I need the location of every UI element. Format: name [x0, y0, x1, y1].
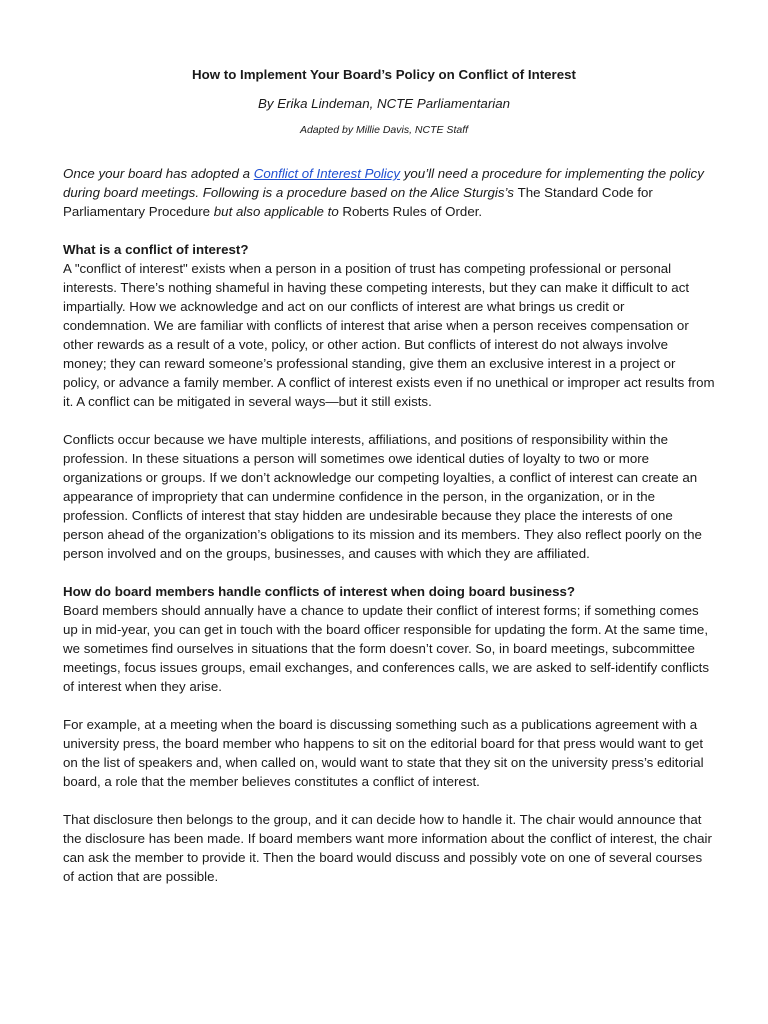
section-2-paragraph-2: For example, at a meeting when the board is discussing something such as a publications agreement with a university press, the board member who happens to sit on the editorial board for that press would want to get on the list of speakers and, when called on, would want to state that they sit on the university press’s editorial board, a role that the member believes constitutes a conflict of interest.: [63, 717, 704, 789]
intro-book-title-1: The Standard Code for Parliamentary Procedure: [63, 185, 653, 219]
author-byline: By Erika Lindeman, NCTE Parliamentarian: [257, 96, 510, 111]
section-2-paragraph-1: [63, 582, 715, 696]
section-2-text-1: Board members should annually have a chance to update their conflict of interest forms; if something comes up in mid-year, you can get in touch with the board officer responsible for updating the form. At the same time, we sometimes find ourselves in situations that the form doesn’t cover. So, in board meetings, subcommittee meetings, focus issues groups, email exchanges, and conferences calls, we are asked to self-identify conflicts of interest when they arise.: [63, 603, 709, 694]
intro-book-title-2: Roberts Rules of Order.: [342, 204, 483, 219]
intro-text-3: but also applicable to: [213, 204, 343, 219]
section-1-text-1: A "conflict of interest" exists when a person in a position of trust has competing professional or personal interests. There’s nothing shameful in having these competing interests, but they can make it difficult to act impartially. How we acknowledge and act on our conflicts of interest are what brings us credit or condemnation. We are familiar with conflicts of interest that arise when a person receives compensation or other rewards as a result of a vote, policy, or other action. But conflicts of interest do not always involve money; they can reward someone’s professional standing, give them an exclusive interest in a project or policy, or advance a family member. A conflict of interest exists even if no unethical or improper act results from it. A conflict can be mitigated in several ways—but it still exists.: [63, 261, 715, 409]
intro-text-1: Once your board has adopted a: [63, 166, 254, 181]
document-header: [0, 66, 768, 138]
intro-paragraph: [63, 164, 715, 221]
section-2-heading: How do board members handle conflicts of interest when doing board business?: [63, 584, 575, 599]
document-body: [63, 164, 715, 905]
document-title: How to Implement Your Board’s Policy on Conflict of Interest: [192, 67, 576, 82]
adapted-by-line: Adapted by Millie Davis, NCTE Staff: [299, 124, 469, 136]
intro-text-2: you’ll need a procedure for implementing the policy during board meetings. Following is a procedure based on the Alice Sturgis’s: [63, 166, 704, 200]
section-1-paragraph-1: [63, 240, 715, 411]
section-1-paragraph-2: Conflicts occur because we have multiple interests, affiliations, and positions of responsibility within the profession. In these situations a person will sometimes owe identical duties of loyalty to two or more organizations or groups. If we don’t acknowledge our competing loyalties, a conflict of interest can create an appearance of impropriety that can undermine confidence in the person, in the organization, or in the profession. Conflicts of interest that stay hidden are undesirable because they place the interests of one person ahead of the organization’s obligations to its mission and its members. They also reflect poorly on the person involved and on the groups, businesses, and causes with which they are affiliated.: [63, 432, 702, 561]
section-1-heading: What is a conflict of interest?: [63, 242, 249, 257]
conflict-policy-link[interactable]: Conflict of Interest Policy: [253, 166, 401, 181]
section-2-paragraph-3: That disclosure then belongs to the group, and it can decide how to handle it. The chair would announce that the disclosure has been made. If board members want more information about the conflict of interest, the chair can ask the member to provide it. Then the board would discuss and possibly vote on one of several courses of action that are possible.: [63, 812, 712, 884]
